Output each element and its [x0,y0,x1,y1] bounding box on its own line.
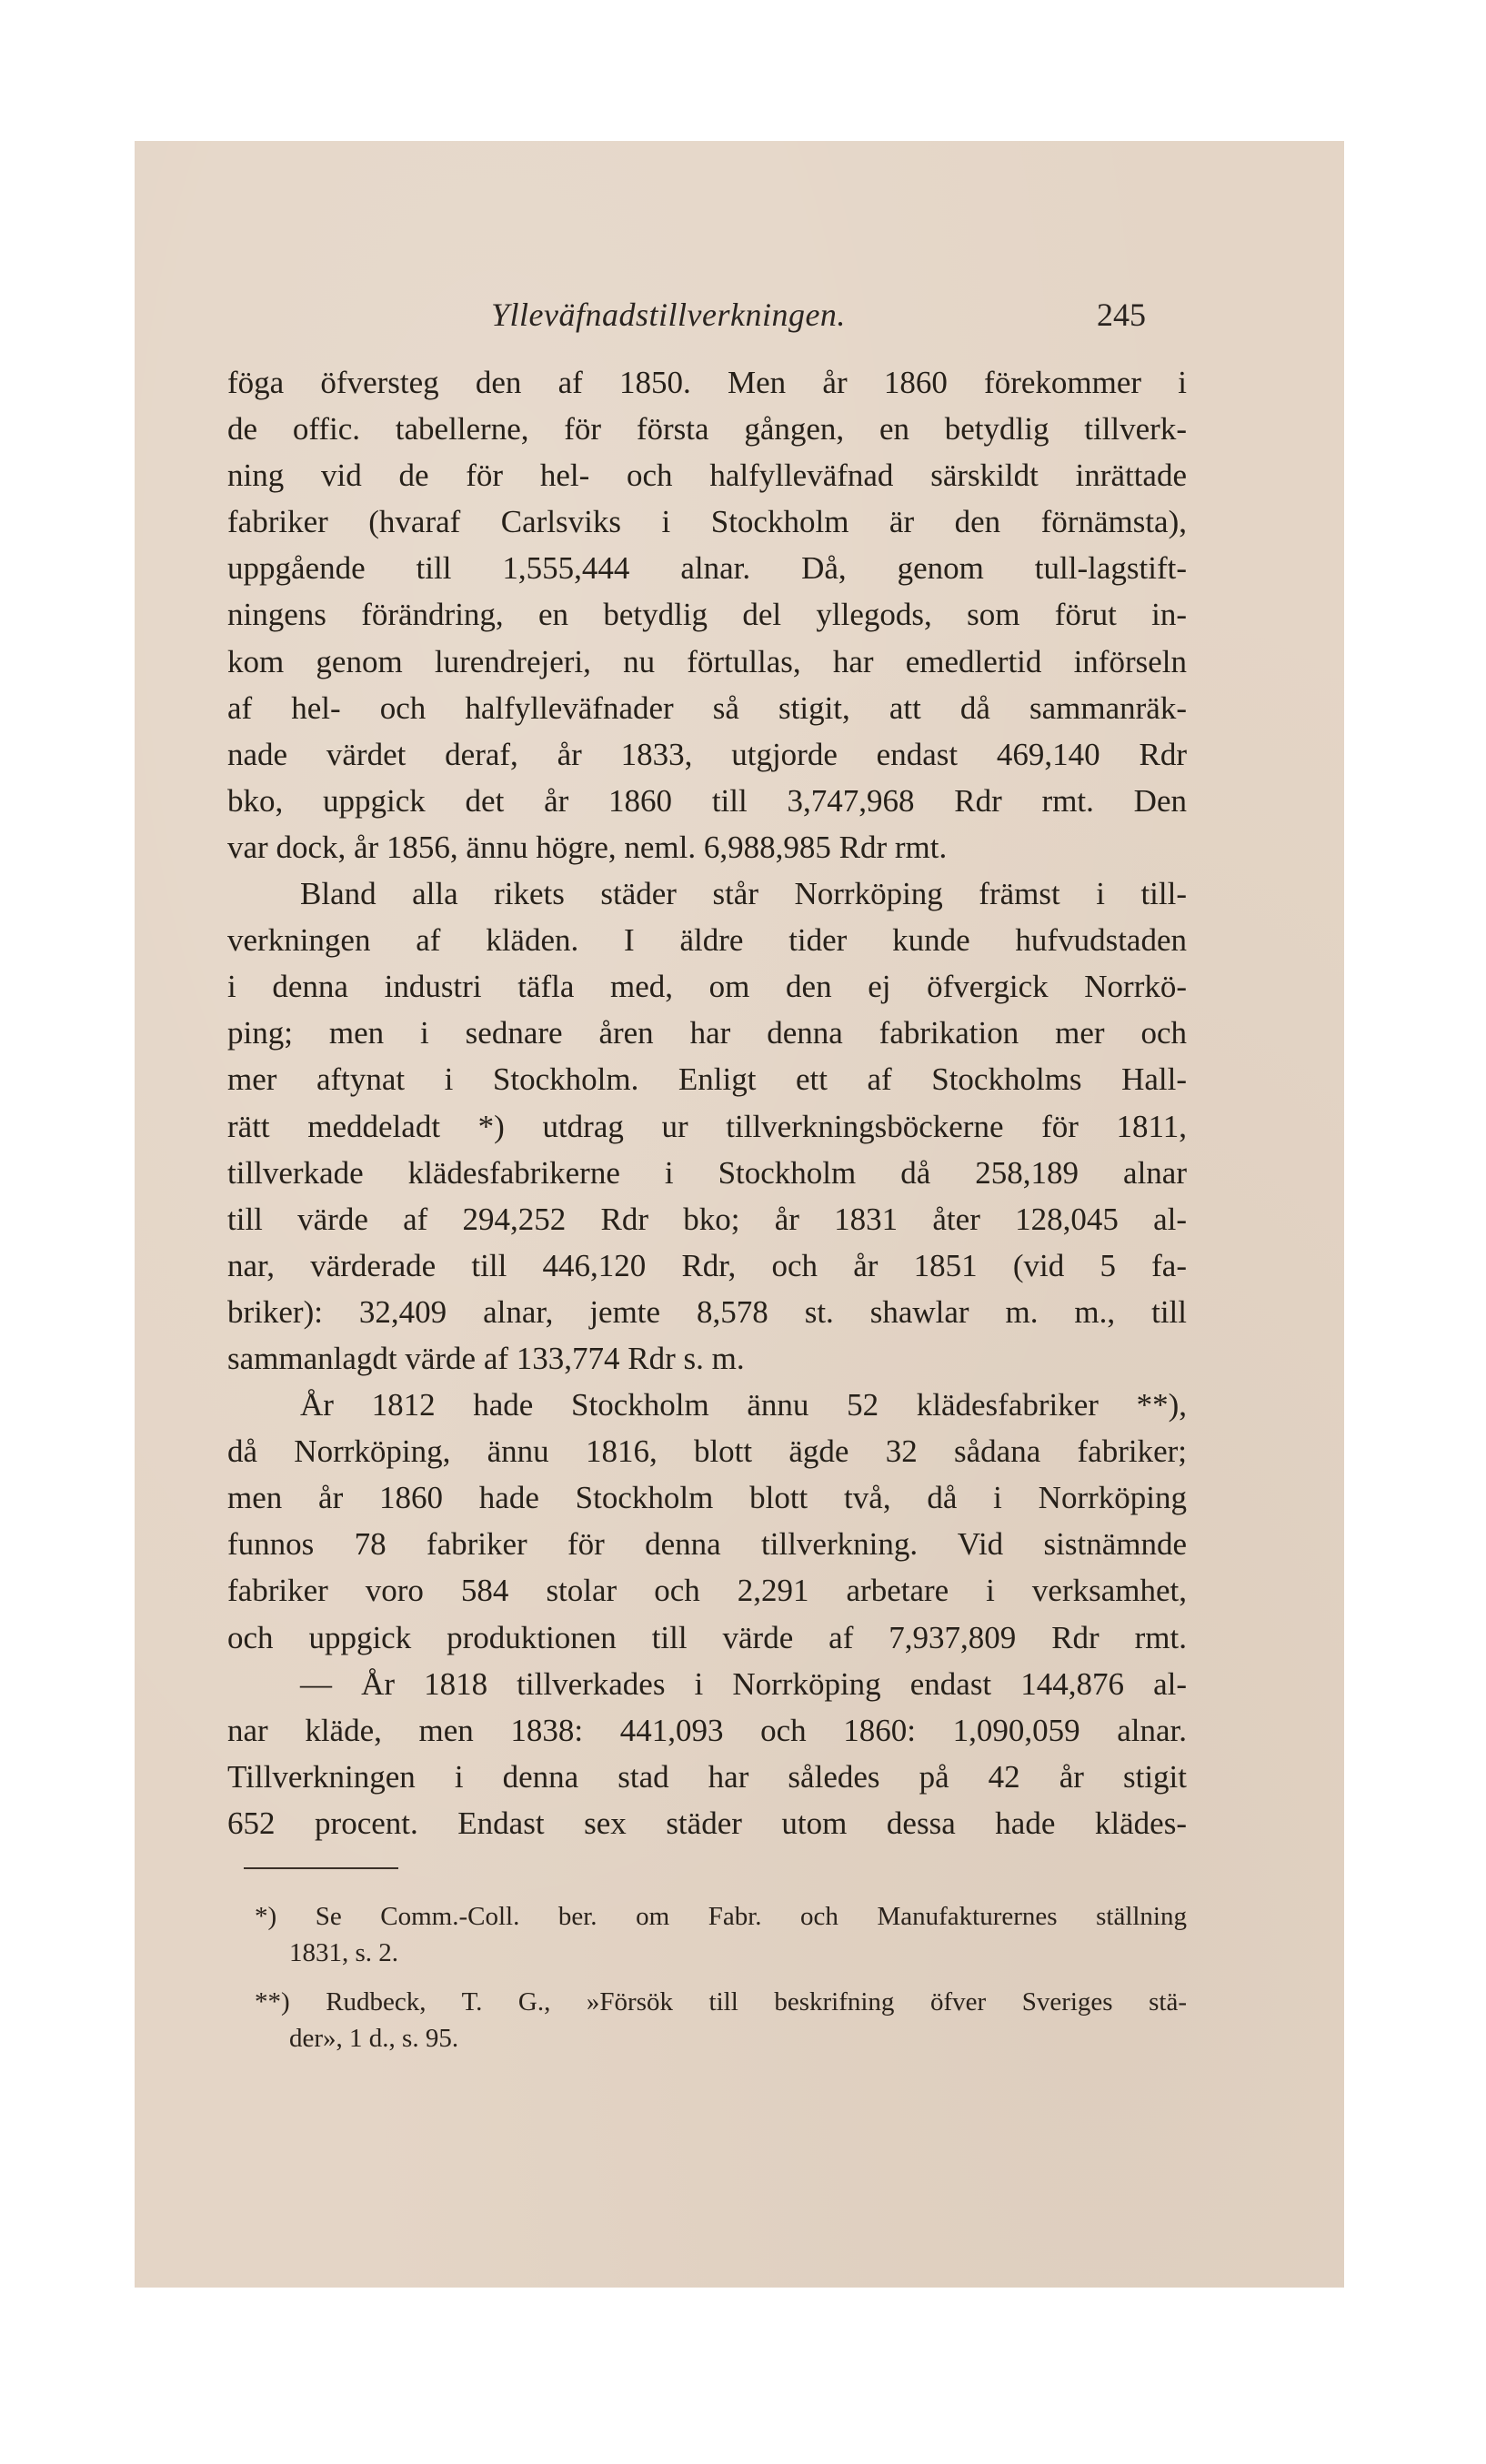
text-line: ping; men i sednare åren har denna fabrikation mer och [227,1015,1187,1051]
text-line: Tillverkningen i denna stad har således på 42 år stigit [227,1758,1187,1795]
text-line: nar kläde, men 1838: 441,093 och 1860: 1,090,059 alnar. [227,1712,1187,1748]
text-line: briker): 32,409 alnar, jemte 8,578 st. shawlar m. m., till [227,1293,1187,1330]
text-line: de offic. tabellerne, för första gången, en betydlig tillverk- [227,411,1187,448]
footnotes [255,1898,1187,2057]
text-line: sammanlagdt värde af 133,774 Rdr s. m. [227,1340,745,1376]
footnote-line: der», 1 d., s. 95. [289,2024,459,2053]
text-line: fabriker (hvaraf Carlsviks i Stockholm är den förnämsta), [227,504,1187,540]
text-line: af hel- och halfylleväfnader så stigit, att då sammanräk- [227,689,1187,726]
running-head [227,296,1155,341]
text-line: föga öfversteg den af 1850. Men år 1860 förekommer i [227,365,1187,400]
text-line: kom genom lurendrejeri, nu förtullas, har emedlertid införseln [227,643,1187,679]
text-line: fabriker voro 584 stolar och 2,291 arbetare i verksamhet, [227,1573,1187,1609]
text-line: funnos 78 fabriker för denna tillverkning. Vid sistnämnde [227,1526,1187,1563]
text-line: ning vid de för hel- och halfylleväfnad särskildt inrättade [227,458,1187,494]
text-line: 652 procent. Endast sex städer utom dessa hade klädes- [227,1805,1187,1841]
text-line: År 1812 hade Stockholm ännu 52 klädesfabriker **), [300,1387,1187,1423]
text-line: — År 1818 tillverkades i Norrköping endast 144,876 al- [300,1665,1187,1702]
text-line: nar, värderade till 446,120 Rdr, och år 1851 (vid 5 fa- [227,1247,1187,1283]
text-line: då Norrköping, ännu 1816, blott ägde 32 sådana fabriker; [227,1433,1187,1470]
footnote-line: *) Se Comm.-Coll. ber. om Fabr. och Manufakturernes ställning [255,1902,1187,1931]
text-line: ningens förändring, en betydlig del yllegods, som förut in- [227,597,1187,633]
text-line: rätt meddeladt *) utdrag ur tillverkningsböckerne för 1811, [227,1108,1187,1144]
text-line: var dock, år 1856, ännu högre, neml. 6,988,985 Rdr rmt. [227,829,948,865]
text-line: bko, uppgick det år 1860 till 3,747,968 Rdr rmt. Den [227,782,1187,819]
text-line: men år 1860 hade Stockholm blott två, då i Norrköping [227,1480,1187,1516]
running-title: Ylleväfnadstillverkningen. [491,297,846,333]
footnote-divider [244,1867,398,1869]
text-line: mer aftynat i Stockholm. Enligt ett af Stockholms Hall- [227,1061,1187,1098]
text-line: och uppgick produktionen till värde af 7,937,809 Rdr rmt. [227,1619,1187,1655]
text-line: i denna industri täfla med, om den ej öfvergick Norrkö- [227,969,1187,1005]
text-line: verkningen af kläden. I äldre tider kunde hufvudstaden [227,922,1187,959]
text-line: Bland alla rikets städer står Norrköping främst i till- [300,876,1187,912]
text-line: nade värdet deraf, år 1833, utgjorde endast 469,140 Rdr [227,736,1187,772]
text-line: till värde af 294,252 Rdr bko; år 1831 åter 128,045 al- [227,1201,1187,1237]
footnote-line: **) Rudbeck, T. G., »Försök till beskrifning öfver Sveriges stä- [255,1987,1187,2016]
text-line: tillverkade klädesfabrikerne i Stockholm då 258,189 alnar [227,1154,1187,1191]
page-number: 245 [1097,297,1146,333]
text-line: uppgående till 1,555,444 alnar. Då, genom tull-lagstift- [227,550,1187,587]
body-text [227,359,1187,1846]
footnote-line: 1831, s. 2. [289,1938,399,1967]
